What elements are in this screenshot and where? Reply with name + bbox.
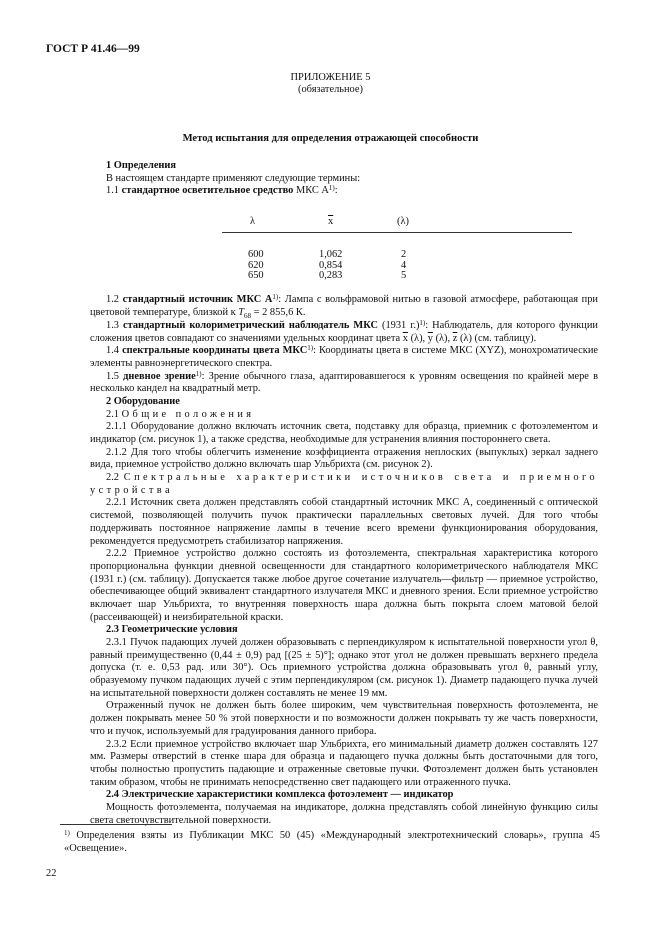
subsection-2-1-num: 2.1 (106, 408, 119, 420)
term-1-1-colon: : (334, 185, 338, 197)
subsection-2-1-title: Общие положения (121, 408, 255, 420)
coord-z: $\overline{z}$ (452, 332, 458, 344)
table-cell: 4 (401, 259, 407, 271)
paragraph-2-4: Мощность фотоэлемента, получаемая на индикаторе, должна представлять собой линейную функцию силы света светочувствительной поверхности. (90, 801, 598, 826)
table-col-wavelength (248, 250, 264, 282)
table-header-lambda-paren: (λ) (397, 216, 409, 228)
paragraph-2-3-2: 2.3.2 Если приемное устройство включает шар Ульбрихта, его минимальный диаметр должен составлять 127 мм. Размеры отверстий в стенке шара для образца и падающего пучка должны быть достаточными для того, чтобы полностью пропустить падающие и отраженные световые пучки. Фотоэлемент должен быть установлен таким образом, чтобы не принимать непосредственно свет падающего или отраженного пучка. (90, 738, 598, 788)
section-2-heading: 2 Оборудование (106, 395, 180, 407)
paragraph-2-2-1: 2.2.1 Источник света должен представлять собой стандартный источник МКС А, соединенный с оптической системой, позволяющей получить пучок практически параллельных световых лучей. Для того чтобы поддерживать постоянное напряжение лампы в течение всего времени функционирования оборудования, рекомендуется предусмотреть стабилизатор напряжения. (90, 497, 598, 547)
document-body (90, 160, 598, 827)
table-col-x (319, 250, 342, 282)
subsection-2-4-heading: 2.4 Электрические характеристики комплекса фотоэлемент — индикатор (106, 789, 454, 801)
subsection-2-2-title: Спектральные характеристики источников света и приемного устройства (90, 472, 598, 496)
term-1-3-term: стандартный колориметрический наблюдатель МКС (123, 319, 378, 331)
subsection-2-2-num: 2.2 (106, 472, 119, 484)
coord-lambda: (λ), (410, 332, 426, 344)
footnote-ref: 1) (272, 293, 279, 302)
footnote-mark: 1) (64, 829, 70, 837)
paragraph-2-1-1: 2.1.1 Оборудование должно включать источник света, подставку для образца, приемник с фотоэлементом и индикатор (см. рисунок 1), а также средства, необходимые для устранения влияния постороннего света. (90, 421, 598, 446)
term-1-3 (90, 320, 598, 345)
paragraph-2-3-1: 2.3.1 Пучок падающих лучей должен образовывать с перпендикуляром к испытательной поверхности угол θ, равный преимущественно (0,44 ± 0,9) рад [(25 ± 5)°]; однако этот угол не должен превышать верхнего предела допуска (т. е. 0,53 рад. или 30°). Ось приемного устройства должна образовывать угол θ, равный углу, образуемому пучком падающих лучей с этим перпендикуляром (см. рисунок 1). Диаметр падающего пучка лучей на испытательной поверхности должен составлять не менее 19 мм. (90, 637, 598, 699)
term-1-1-term: стандартное осветительное средство (121, 185, 294, 197)
appendix-status: (обязательное) (298, 83, 363, 95)
table-header-lambda: λ (250, 216, 256, 228)
table-cell: 0,283 (319, 270, 343, 282)
appendix-label: ПРИЛОЖЕНИЕ 5 (290, 72, 371, 83)
section-1-heading: 1 Определения (106, 160, 177, 171)
section-1-intro: В настоящем стандарте применяют следующие термины: (106, 172, 361, 184)
subsection-2-3-heading: 2.3 Геометрические условия (106, 624, 238, 636)
table-cell: 0,854 (319, 259, 343, 271)
term-1-3-year: (1931 г.) (382, 319, 420, 331)
term-1-2 (90, 294, 598, 320)
term-1-2-value: = 2 855,6 К. (253, 306, 306, 318)
coord-y: $\overline{y}$ (427, 332, 433, 344)
coord-lambda: (λ), (435, 332, 451, 344)
footnote-ref: 1) (419, 318, 426, 327)
document-title: Метод испытания для определения отражающей способности (182, 133, 479, 144)
subsection-2-2-heading (90, 472, 598, 497)
color-matching-table (90, 198, 598, 294)
footnote-text: Определения взяты из Публикации МКС 50 (45) «Международный электротехнический словарь», группа 45 «Освещение». (64, 830, 600, 854)
table-header-x: $\overline{x}$ (328, 216, 334, 228)
term-1-4-num: 1.4 (106, 345, 119, 357)
table-rule (222, 232, 572, 233)
table-cell: 650 (248, 270, 264, 282)
table-cell: 620 (248, 259, 264, 271)
term-1-5-num: 1.5 (106, 370, 119, 382)
appendix-heading (0, 72, 661, 96)
term-1-4 (90, 345, 598, 370)
temperature-symbol: T (238, 306, 245, 318)
paragraph-2-2-2: 2.2.2 Приемное устройство должно состоять из фотоэлемента, спектральная характеристика которого пропорциональна функции дневной освещенности для стандартного колориметрического наблюдателя МКС (1931 г.) (см. таблицу). Допускается также любое другое сочетание излучатель—фильтр — приемное устройство, обеспечивающее общий эквивалент стандартного излучателя МКС и дневного зрения. Если приемное устройство включает шар Ульбрихта, то внутренняя поверхность шара должна быть покрыта слоем матовой белой (рассеивающей) и неизбирательной краски. (90, 548, 598, 623)
term-1-1 (90, 185, 598, 198)
footnote-ref: 1) (195, 369, 202, 378)
term-1-1-text: МКС А (295, 185, 329, 197)
term-1-2-term: стандартный источник МКС А (122, 294, 273, 306)
term-1-1-num: 1.1 (106, 185, 119, 197)
table-cell: 600 (248, 249, 264, 261)
term-1-4-text: : Координаты цвета в системе МКС (XYZ), монохроматические элементы равноэнергетического спектра. (90, 345, 598, 369)
term-1-3-num: 1.3 (106, 319, 119, 331)
term-1-5-text: : Зрение обычного глаза, адаптировавшегося к уровням освещения по крайней мере в несколько кандел на квадратный метр. (90, 370, 598, 395)
term-1-2-num: 1.2 (106, 294, 119, 306)
temperature-subscript: 68 (244, 311, 252, 320)
footnote-ref: 1) (307, 344, 314, 353)
term-1-4-term: спектральные координаты цвета МКС (122, 345, 308, 357)
coord-x: $\overline{x}$ (402, 332, 408, 344)
term-1-3-text-end: (λ) (см. таблицу). (459, 332, 537, 344)
footnote-rule (60, 824, 172, 825)
term-1-5-term: дневное зрение (123, 370, 196, 382)
footnote (64, 830, 600, 855)
table-cell: 1,062 (319, 249, 343, 261)
term-1-3-text: : Наблюдатель, для которого функции сложения цветов совпадают со значениями удельных координат цвета (90, 319, 598, 344)
table-col-3 (401, 250, 406, 282)
doc-header: ГОСТ Р 41.46—99 (46, 43, 140, 55)
page-number: 22 (46, 868, 57, 879)
term-1-2-text: : Лампа с вольфрамовой нитью в газовой атмосфере, работающая при цветовой температуре, близкой к (90, 294, 598, 318)
subsection-2-1-heading (90, 409, 598, 422)
term-1-5 (90, 371, 598, 396)
paragraph-2-1-2: 2.1.2 Для того чтобы облегчить изменение коэффициента отражения неплоских (выпуклых) зеркал заднего вида, приемное устройство должно включать шар Ульбрихта (см. рисунок 2). (90, 446, 598, 471)
footnote-ref: 1) (328, 184, 335, 193)
table-cell: 2 (401, 249, 407, 261)
table-cell: 5 (401, 270, 407, 282)
paragraph-2-3-1-cont: Отраженный пучок не должен быть более широким, чем чувствительная поверхность фотоэлемента, не должен покрывать менее 50 % этой поверхности и по возможности должен покрывать ту же часть поверхности, что и пучок, используемый для градуирования данного прибора. (90, 700, 598, 737)
